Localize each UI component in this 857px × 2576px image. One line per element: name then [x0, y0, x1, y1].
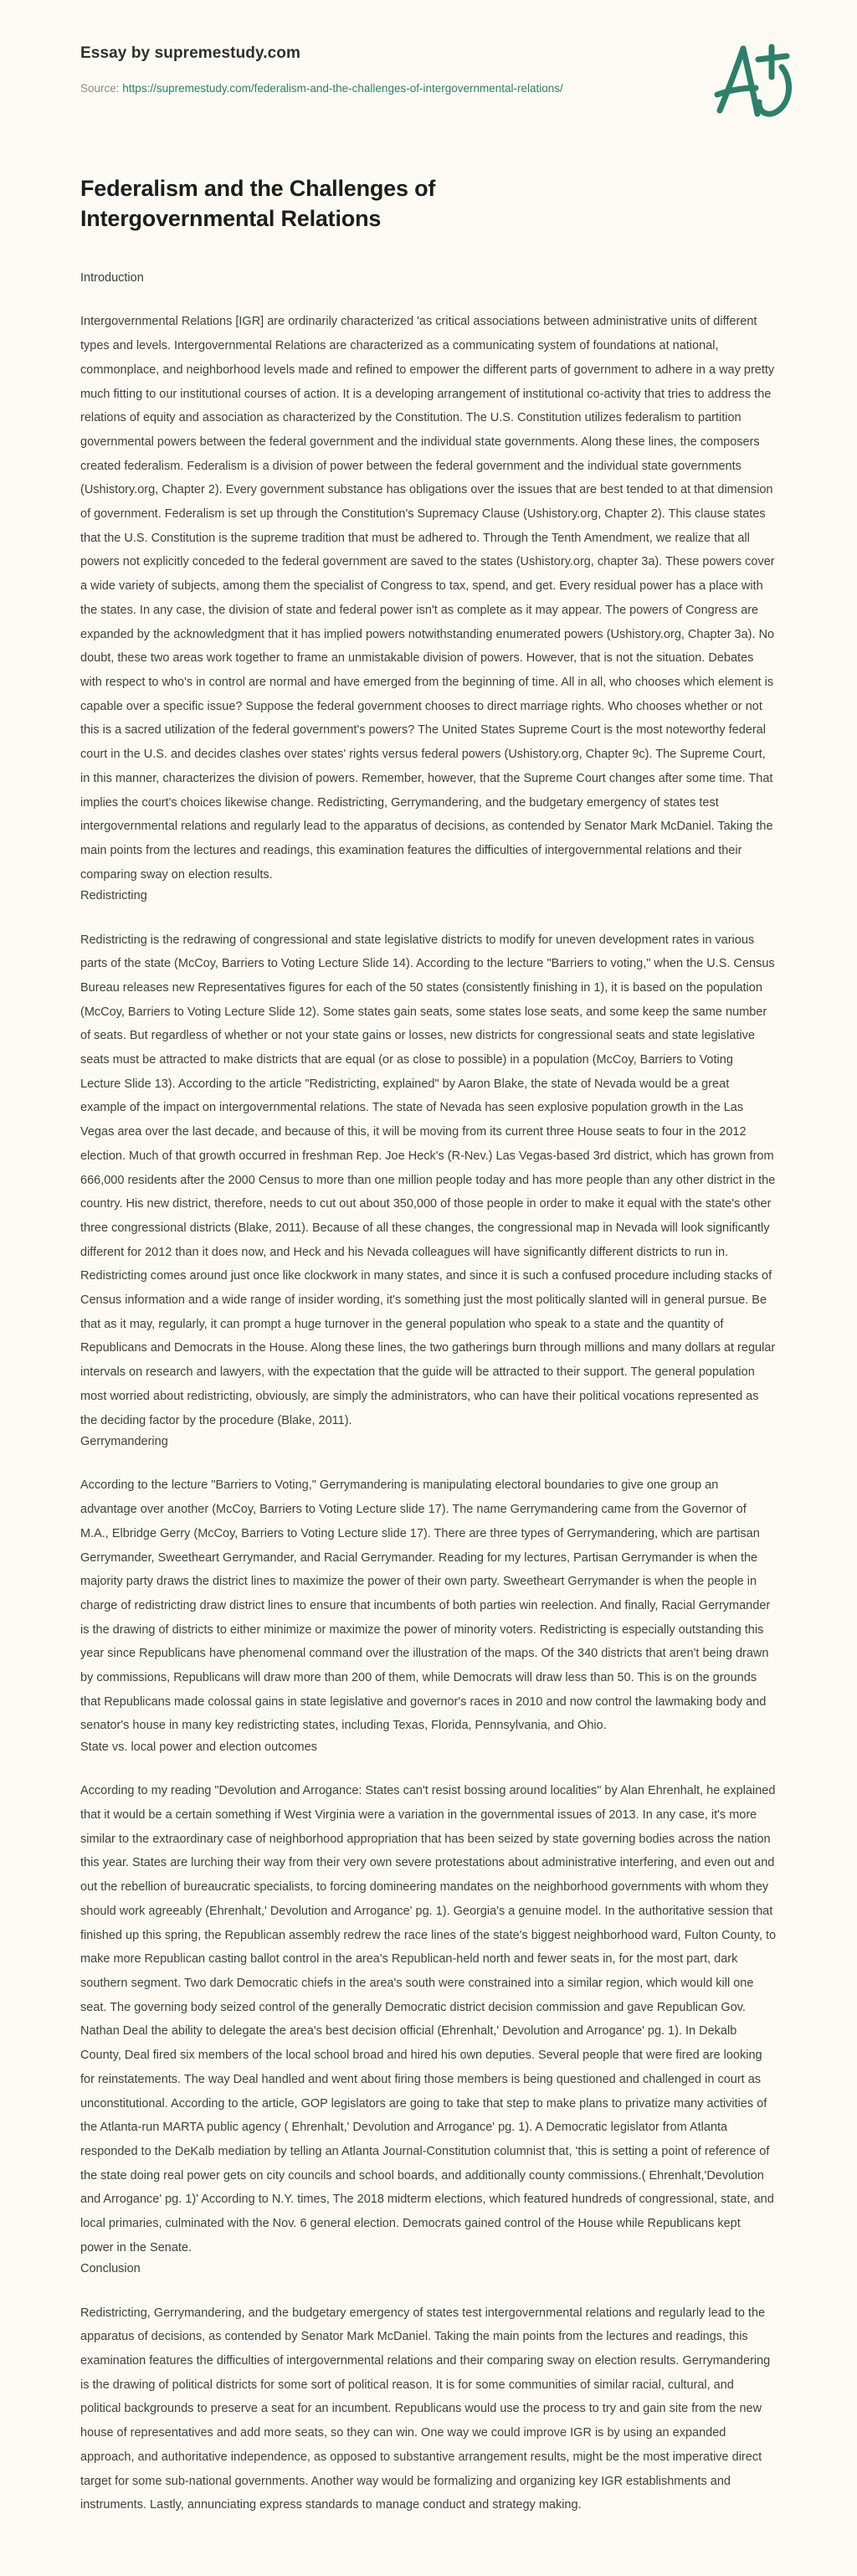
section-heading-redistricting: Redistricting [80, 889, 147, 903]
source-line [80, 80, 633, 98]
section-heading-gerrymandering: Gerrymandering [80, 1435, 168, 1449]
section-paragraph-redistricting: Redistricting is the redrawing of congressional and state legislative districts to modify for uneven development rates in various parts of the state (McCoy, Barriers to Voting Lecture Slide 14). According to the lecture "Barriers to voting," when the U.S. Census Bureau releases new Representatives figures for each of the 50 states (consistently finishing in 1), it is based on the population (McCoy, Barriers to Voting Lecture Slide 12). Some states gain seats, some states lose seats, and some keep the same number of seats. But regardless of whether or not your state gains or losses, new districts for congressional seats and state legislative seats must be attracted to make districts that are equal (or as close to possible) in a population (McCoy, Barriers to Voting Lecture Slide 13). According to the article "Redistricting, explained" by Aaron Blake, the state of Nevada would be a great example of the impact on intergovernmental relations. The state of Nevada has seen explosive population growth in the Las Vegas area over the last decade, and because of this, it will be moving from its current three House seats to four in the 2012 election. Much of that growth occurred in freshman Rep. Joe Heck's (R-Nev.) Las Vegas-based 3rd district, which has grown from 666,000 residents after the 2000 Census to more than one million people today and has more people than any other district in the country. His new district, therefore, needs to cut out about 350,000 of those people in order to make it equal with the state's other three congressional districts (Blake, 2011). Because of all these changes, the congressional map in Nevada will look significantly different for 2012 than it does now, and Heck and his Nevada colleagues will have significantly different districts to run in. Redistricting comes around just once like clockwork in many states, and since it is such a confused procedure including stacks of Census information and a wide range of insider wording, it's something just the most politically slanted will in general pursue. Be that as it may, regularly, it can prompt a huge turnover in the general population who speak to a state and the quantity of Republicans and Democrats in the House. Along these lines, the two gatherings burn through millions and many dollars at regular intervals on research and lawyers, with the expectation that the guide will be attracted to their support. The general population most worried about redistricting, obviously, are simply the administrators, who can have their political vocations represented as the deciding factor by the procedure (Blake, 2011). [80, 933, 776, 1427]
section-heading-state-vs-local-power: State vs. local power and election outcomes [80, 1740, 317, 1755]
page-title: Federalism and the Challenges of Intergovernmental Relations [80, 176, 436, 231]
document-body [0, 124, 857, 2576]
page-masthead [0, 0, 857, 124]
brand-label: Essay by supremestudy.com [80, 44, 300, 62]
section-heading-conclusion: Conclusion [80, 2262, 141, 2276]
section-paragraph-conclusion: Redistricting, Gerrymandering, and the budgetary emergency of states test intergovernmental relations and regularly lead to the apparatus of decisions, as contended by Senator Mark McDaniel. Taking the main points from the lectures and readings, this examination features the difficulties of intergovernmental relations and their comparing sway on election results. Gerrymandering is the drawing of political districts for some sort of political reason. It is for some communities of similar racial, cultural, and political backgrounds to preserve a seat for an incumbent. Republicans would use the process to try and gain site from the new house of representatives and add more seats, so they can win. One way we could improve IGR is by using an expanded approach, and authoritative independence, as opposed to substantive arrangement results, might be the most imperative direct target for some sub-national governments. Another way would be formalizing and organizing key IGR establishments and instruments. Lastly, annunciating express standards to manage conduct and strategy making. [80, 2306, 771, 2512]
masthead-text-block [80, 44, 633, 98]
section-gerrymandering [80, 1432, 777, 1738]
aplus-logo-icon [711, 30, 805, 131]
section-introduction [80, 269, 777, 887]
section-paragraph-introduction: Intergovernmental Relations [IGR] are ordinarily characterized 'as critical associations between administrative units of different types and levels. Intergovernmental Relations are characterized as a communicating system of foundations at national, commonplace, and neighborhood levels made and refined to empower the different parts of government to adhere in a way pretty much fitting to our institutional courses of action. It is a developing arrangement of institutional co-activity that tries to address the relations of equity and association as characterized by the Constitution. The U.S. Constitution utilizes federalism to partition governmental powers between the federal government and the individual state governments. Along these lines, the composers created federalism. Federalism is a division of power between the federal government and the individual state governments (Ushistory.org, Chapter 2). Every government substance has obligations over the issues that are best tended to at that dimension of government. Federalism is set up through the Constitution's Supremacy Clause (Ushistory.org, Chapter 2). This clause states that the U.S. Constitution is the supreme tradition that must be adhered to. Through the Tenth Amendment, we realize that all powers not explicitly conceded to the federal government are saved to the states (Ushistory.org, chapter 3a). These powers cover a wide variety of subjects, among them the specialist of Congress to tax, spend, and get. Every residual power has a place with the states. In any case, the division of state and federal power isn't as complete as it may appear. The powers of Congress are expanded by the acknowledgment that it has implied powers notwithstanding enumerated powers (Ushistory.org, Chapter 3a). No doubt, these two areas work together to frame an unmistakable division of powers. However, that is not the situation. Debates with respect to who's in control are normal and have emerged from the beginning of time. All in all, who chooses which element is capable over a specific issue? Suppose the federal government chooses to direct marriage rights. Who chooses whether or not this is a sacred utilization of the federal government's powers? The United States Supreme Court is the most noteworthy federal court in the U.S. and decides clashes over states' rights versus federal powers (Ushistory.org, Chapter 9c). The Supreme Court, in this manner, characterizes the division of powers. Remember, however, that the Supreme Court changes after some time. That implies the court's choices likewise change. Redistricting, Gerrymandering, and the budgetary emergency of states test intergovernmental relations and regularly lead to the apparatus of decisions, as contended by Senator Mark McDaniel. Taking the main points from the lectures and readings, this examination features the difficulties of intergovernmental relations and their comparing sway on election results. [80, 315, 775, 882]
section-paragraph-state-vs-local-power: According to my reading "Devolution and Arrogance: States can't resist bossing around localities" by Alan Ehrenhalt, he explained that it would be a certain something if West Virginia were a variation in the governmental issues of 2013. In any case, it's more similar to the extraordinary case of neighborhood appropriation that has been seized by state governing bodies across the nation this year. States are lurching their way from their very own severe protestations about administrative interfering, and even out and out the rebellion of bureaucratic specialists, to forcing domineering mandates on the neighborhood governments with whom they should work agreeably (Ehrenhalt,' Devolution and Arrogance' pg. 1). Georgia's a genuine model. In the authoritative session that finished up this spring, the Republican assembly redrew the race lines of the state's biggest neighborhood ward, Fulton County, to make more Republican casting ballot control in the area's Republican-held north and fewer seats in, for the most part, dark southern segment. Two dark Democratic chiefs in the area's south were constrained into a similar region, which would kill one seat. The governing body seized control of the generally Democratic district decision commission and gave Republican Gov. Nathan Deal the ability to delegate the area's best decision official (Ehrenhalt,' Devolution and Arrogance' pg. 1). In Dekalb County, Deal fired six members of the local school broad and hired his own deputies. Several people that were fired are looking for reinstatements. The way Deal handled and went about firing those members is being questioned and challenged in court as unconstitutional. According to the article, GOP legislators are going to take that step to make plans to privatize many activities of the Atlanta-run MARTA public agency ( Ehrenhalt,' Devolution and Arrogance' pg. 1). A Democratic legislator from Atlanta responded to the DeKalb mediation by telling an Atlanta Journal-Constitution columnist that, 'this is setting a point of reference of the state doing real power gets on city councils and school boards, and additionally county commissions.( Ehrenhalt,'Devolution and Arrogance' pg. 1)' According to N.Y. times, The 2018 midterm elections, which featured hundreds of congressional, state, and local primaries, culminated with the Nov. 6 general election. Democrats gained control of the House while Republicans kept power in the Senate. [80, 1784, 777, 2255]
source-url-link[interactable]: https://supremestudy.com/federalism-and-the-challenges-of-intergovernmental-relations/ [122, 81, 563, 95]
section-heading-introduction: Introduction [80, 271, 144, 285]
section-redistricting [80, 887, 777, 1432]
section-conclusion [80, 2260, 777, 2517]
section-state-vs-local-power [80, 1738, 777, 2260]
section-paragraph-gerrymandering: According to the lecture "Barriers to Voting," Gerrymandering is manipulating electoral boundaries to give one group an advantage over another (McCoy, Barriers to Voting Lecture slide 17). The name Gerrymandering came from the Governor of M.A., Elbridge Gerry (McCoy, Barriers to Voting Lecture slide 17). There are three types of Gerrymandering, which are partisan Gerrymander, Sweetheart Gerrymander, and Racial Gerrymander. Reading for my lectures, Partisan Gerrymander is when the majority party draws the district lines to maximize the power of their own party. Sweetheart Gerrymander is when the people in charge of redistricting draw district lines to ensure that incumbents of both parties win reelection. And finally, Racial Gerrymander is the drawing of districts to either minimize or maximize the power of minority voters. Redistricting is especially outstanding this year since Republicans have phenomenal command over the illustration of the maps. Of the 340 districts that aren't being drawn by commissions, Republicans will draw more than 200 of them, while Democrats will draw less than 50. This is on the grounds that Republicans made colossal gains in state legislative and governor's races in 2010 and now control the lawmaking body and senator's house in many key redistricting states, including Texas, Florida, Pennsylvania, and Ohio. [80, 1478, 771, 1733]
source-label: Source: [80, 81, 120, 95]
